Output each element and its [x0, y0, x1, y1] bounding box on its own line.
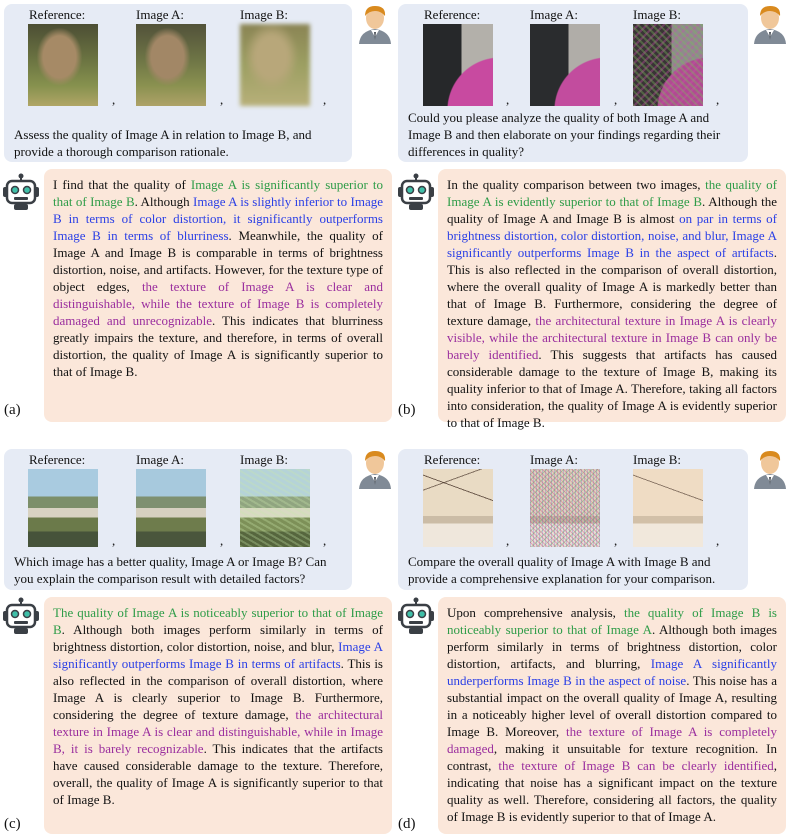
robot-avatar-icon [2, 597, 40, 635]
panel-label: (d) [398, 816, 416, 832]
comma: , [614, 92, 618, 107]
comma: , [220, 533, 224, 548]
reference-image [423, 24, 493, 106]
question-box-b [398, 4, 748, 162]
comma: , [112, 533, 116, 548]
answer-segment: , making it unsuitable for texture recognition. In contrast, [447, 741, 777, 773]
highlighted-text: The quality of Image A is noticeably superior to that of Image B [53, 605, 383, 637]
answer-segment: . This suggests that artifacts has caused considerable damage to the texture of Image B, making its quality inferior to that of Image A. Therefore, taking all factors into consideration, the quality of Image A is evidently superior to that of Image B. [447, 347, 777, 430]
highlighted-text: the architectural texture in Image A is clear and distinguishable, while in Image B, it is barely recognizable [53, 707, 383, 756]
answer-box-c [44, 597, 392, 834]
highlighted-text: Image A significantly underperforms Image B in the aspect of noise [447, 656, 777, 688]
image-a-label: Image A: [136, 452, 185, 467]
panel-label: (c) [4, 816, 21, 832]
image-a [136, 469, 206, 547]
answer-text [447, 604, 777, 825]
highlighted-text: the architectural texture in Image A is clearly visible, while the architectural texture in Image B can only be barely identified [447, 313, 777, 362]
reference-label: Reference: [424, 7, 481, 22]
comma: , [614, 533, 618, 548]
answer-segment: . This is also reflected in the comparison of overall distortion, where Image A is clearly superior to Image B. Furthermore, considering the degree of texture damage, [53, 656, 383, 722]
comma: , [716, 92, 720, 107]
panel-label: (a) [4, 402, 21, 418]
answer-segment: . This noise has a substantial impact on the overall quality of Image A, resulting in a noticeably higher level of overall distortion compared to Image B. Moreover, [447, 673, 777, 739]
question-text: Compare the overall quality of Image A with Image B and provide a comprehensive explanation for your comparison. [408, 554, 716, 586]
answer-segment: . This indicates that blurriness greatly impairs the texture, and therefore, in terms of overall distortion, the quality of Image A is significantly superior to that of Image B. [53, 313, 383, 379]
highlighted-text: the texture of Image B can be clearly identified [498, 758, 774, 773]
answer-text [53, 176, 383, 380]
user-avatar-icon [357, 449, 393, 489]
reference-label: Reference: [29, 7, 86, 22]
question-text: Could you please analyze the quality of both Image A and Image B and then elaborate on your findings regarding their differences in quality? [408, 110, 721, 159]
reference-label: Reference: [29, 452, 86, 467]
answer-box-b [438, 169, 786, 430]
highlighted-text: the texture of Image A is clear and distinguishable, while the texture of Image B is completely damaged and unrecognizable [53, 279, 383, 328]
answer-segment: In the quality comparison between two images, [447, 177, 706, 192]
highlighted-text: the quality of Image B is noticeably superior to that of Image A [447, 605, 777, 637]
image-b-label: Image B: [633, 452, 682, 467]
answer-segment: . Although both images perform similarly in terms of brightness distortion, color distortion, noise, and blur, [53, 622, 383, 654]
robot-avatar-icon [2, 173, 40, 211]
highlighted-text: Image A is significantly superior to that of Image B [53, 177, 383, 209]
question-box-c [4, 449, 352, 590]
question-box-a [4, 4, 352, 162]
highlighted-text: Image A significantly outperforms Image B in terms of artifacts [53, 639, 383, 671]
image-a-label: Image A: [530, 452, 579, 467]
image-b [240, 469, 310, 547]
answer-segment: Upon comprehensive analysis, [447, 605, 624, 620]
robot-avatar-icon [397, 597, 435, 635]
answer-segment: . Although [134, 194, 194, 209]
highlighted-text: the texture of Image A is completely damaged [447, 724, 778, 756]
user-avatar-icon [752, 449, 788, 489]
answer-text [447, 176, 777, 431]
answer-segment: . This is also reflected in the comparison of overall distortion, where the overall quality of Image A is markedly better than that of Image B. Furthermore, considering the degree of texture damage, [447, 245, 777, 328]
comma: , [506, 92, 510, 107]
question-box-d [398, 449, 748, 590]
answer-segment: , indicating that noise has a significant impact on the texture quality as well. Therefore, considering all factors, the quality of Image B is evidently superior to that of Image A. [447, 758, 777, 824]
user-avatar-icon [357, 4, 393, 44]
comma: , [220, 92, 224, 107]
answer-segment: . This indicates that the artifacts have caused considerable damage to the texture. Therefore, overall, the quality of Image A is significantly superior to that of Image B. [53, 741, 383, 807]
answer-box-a [44, 169, 392, 422]
comma: , [323, 533, 327, 548]
image-a [530, 469, 600, 547]
image-a-label: Image A: [530, 7, 579, 22]
highlighted-text: the quality of Image A is evidently superior to that of Image B [447, 177, 777, 209]
answer-box-d [438, 597, 786, 834]
answer-text [53, 604, 383, 808]
panel-label: (b) [398, 402, 416, 418]
answer-segment: . Although the quality of Image A and Image B is almost [447, 194, 777, 226]
reference-image [28, 469, 98, 547]
comma: , [506, 533, 510, 548]
image-a-label: Image A: [136, 7, 185, 22]
image-b [240, 24, 310, 106]
image-a [136, 24, 206, 106]
answer-segment: . Meanwhile, the quality of Image A and Image B is comparable in terms of brightness distortion, noise, and artifacts. However, for the texture type of object edges, [53, 228, 383, 294]
user-avatar-icon [752, 4, 788, 44]
comma: , [323, 92, 327, 107]
image-a [530, 24, 600, 106]
question-text: Which image has a better quality, Image A or Image B? Can you explain the comparison result with detailed factors? [14, 554, 327, 586]
reference-image [28, 24, 98, 106]
reference-image [423, 469, 493, 547]
image-b [633, 469, 703, 547]
image-b-label: Image B: [633, 7, 682, 22]
reference-label: Reference: [424, 452, 481, 467]
comma: , [716, 533, 720, 548]
answer-segment: I find that the quality of [53, 177, 191, 192]
image-b-label: Image B: [240, 7, 289, 22]
image-b-label: Image B: [240, 452, 289, 467]
comma: , [112, 92, 116, 107]
image-b [633, 24, 703, 106]
answer-segment: . Although both images perform similarly in terms of brightness distortion, color distortion, artifacts, and blurring, [447, 622, 777, 671]
highlighted-text: Image A is slightly inferior to Image B in terms of color distortion, it significantly outperforms Image B in terms of blurriness [53, 194, 383, 243]
question-text: Assess the quality of Image A in relation to Image B, and provide a thorough comparison rationale. [14, 127, 312, 159]
highlighted-text: on par in terms of brightness distortion, color distortion, noise, and blur, Image A significantly outperforms Image B in the aspect of artifacts [447, 211, 777, 260]
robot-avatar-icon [397, 173, 435, 211]
